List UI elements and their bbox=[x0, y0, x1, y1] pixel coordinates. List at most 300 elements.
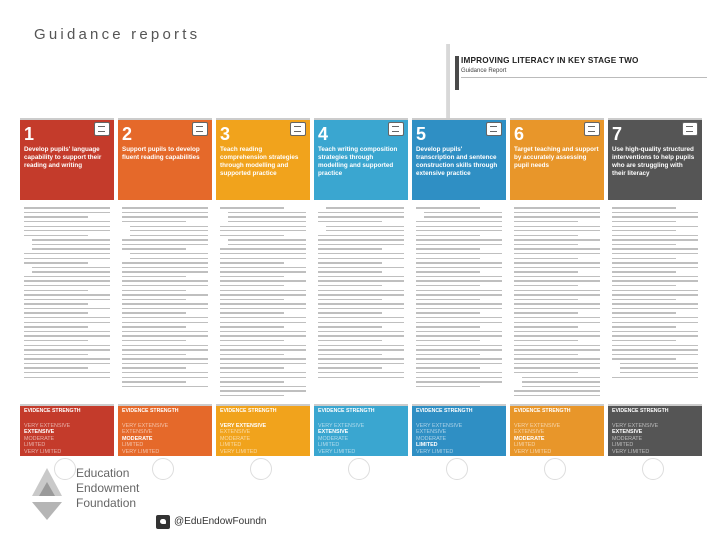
text-line bbox=[318, 322, 404, 323]
text-line bbox=[514, 312, 578, 313]
text-line bbox=[122, 317, 208, 318]
recommendation-body-text bbox=[216, 204, 310, 394]
text-line bbox=[612, 276, 698, 277]
text-line bbox=[612, 280, 698, 281]
text-line bbox=[122, 381, 186, 382]
text-line bbox=[24, 335, 110, 336]
text-line bbox=[220, 235, 284, 236]
text-line bbox=[24, 276, 110, 277]
text-line bbox=[522, 381, 600, 382]
text-line bbox=[130, 230, 208, 231]
text-line bbox=[318, 331, 404, 332]
text-line bbox=[122, 248, 186, 249]
text-line bbox=[514, 358, 600, 359]
text-line bbox=[514, 226, 600, 227]
evidence-level: VERY EXTENSIVE bbox=[220, 423, 267, 429]
text-line bbox=[612, 235, 698, 236]
text-line bbox=[416, 271, 480, 272]
text-line bbox=[326, 226, 404, 227]
text-line bbox=[416, 340, 480, 341]
text-line bbox=[130, 226, 208, 227]
text-line bbox=[416, 345, 502, 346]
text-line bbox=[416, 258, 480, 259]
evidence-level: VERY LIMITED bbox=[24, 448, 62, 455]
text-line bbox=[122, 303, 208, 304]
text-line bbox=[612, 248, 698, 249]
text-line bbox=[612, 377, 698, 378]
text-line bbox=[318, 235, 404, 236]
text-line bbox=[24, 290, 88, 291]
text-line bbox=[514, 349, 600, 350]
text-line bbox=[220, 303, 306, 304]
text-line bbox=[220, 226, 306, 227]
eef-line-2: Endowment bbox=[76, 481, 140, 495]
text-line bbox=[514, 290, 600, 291]
evidence-strength-panel bbox=[216, 404, 310, 456]
text-line bbox=[122, 299, 186, 300]
text-line bbox=[122, 276, 186, 277]
text-line bbox=[416, 312, 480, 313]
text-line bbox=[416, 326, 480, 327]
text-line bbox=[514, 354, 578, 355]
text-line bbox=[24, 340, 88, 341]
recommendation-column bbox=[216, 118, 310, 486]
text-line bbox=[24, 363, 110, 364]
text-line bbox=[318, 216, 404, 217]
text-line bbox=[24, 377, 110, 378]
text-line bbox=[514, 262, 600, 263]
text-line bbox=[514, 248, 600, 249]
text-line bbox=[318, 372, 404, 373]
text-line bbox=[130, 235, 208, 236]
evidence-level: VERY LIMITED bbox=[612, 448, 650, 455]
text-line bbox=[24, 367, 88, 368]
text-line bbox=[318, 258, 404, 259]
text-line bbox=[220, 367, 284, 368]
text-line bbox=[514, 276, 600, 277]
text-line bbox=[514, 271, 578, 272]
evidence-strength-panel bbox=[314, 404, 408, 456]
text-line bbox=[318, 312, 382, 313]
text-line bbox=[416, 239, 502, 240]
twitter-icon bbox=[156, 515, 170, 529]
text-line bbox=[24, 207, 110, 208]
text-line bbox=[122, 326, 186, 327]
text-line bbox=[228, 212, 306, 213]
text-line bbox=[514, 235, 578, 236]
evidence-strength-title: EVIDENCE STRENGTH bbox=[220, 408, 277, 414]
text-line bbox=[416, 221, 502, 222]
text-line bbox=[122, 239, 208, 240]
text-line bbox=[24, 358, 110, 359]
text-line bbox=[220, 280, 306, 281]
recommendation-number: 7 bbox=[612, 124, 623, 144]
text-line bbox=[220, 207, 284, 208]
text-line bbox=[416, 322, 502, 323]
text-line bbox=[416, 308, 502, 309]
text-line bbox=[318, 303, 404, 304]
text-line bbox=[122, 372, 208, 373]
text-line bbox=[522, 377, 600, 378]
text-line bbox=[122, 285, 208, 286]
cover-divider bbox=[461, 77, 707, 78]
text-line bbox=[24, 212, 110, 213]
text-line bbox=[612, 354, 698, 355]
twitter-handle[interactable]: @EduEndowFoundn bbox=[174, 516, 267, 527]
text-line bbox=[318, 271, 382, 272]
text-line bbox=[514, 299, 578, 300]
text-line bbox=[122, 290, 186, 291]
evidence-strength-title: EVIDENCE STRENGTH bbox=[318, 408, 375, 414]
text-line bbox=[514, 285, 578, 286]
text-line bbox=[318, 335, 404, 336]
text-line bbox=[220, 326, 284, 327]
recommendation-heading: Teach reading comprehension strategies through modelling and supported practice bbox=[220, 146, 299, 177]
text-line bbox=[522, 386, 600, 387]
text-line bbox=[24, 226, 110, 227]
evidence-level: EXTENSIVE bbox=[318, 429, 349, 436]
text-line bbox=[220, 372, 306, 373]
text-line bbox=[24, 216, 88, 217]
text-line bbox=[416, 276, 502, 277]
twitter-link[interactable] bbox=[156, 514, 276, 530]
text-line bbox=[318, 221, 382, 222]
text-line bbox=[122, 262, 208, 263]
evidence-level: LIMITED bbox=[122, 442, 144, 449]
recommendation-body-text bbox=[314, 204, 408, 394]
recommendation-heading: Support pupils to develop fluent reading capabilities bbox=[122, 146, 200, 161]
eef-line-1: Education bbox=[76, 466, 130, 480]
text-line bbox=[612, 322, 698, 323]
recommendation-heading: Develop pupils' transcription and sentence construction skills through extensive practice bbox=[416, 146, 498, 177]
text-line bbox=[514, 345, 600, 346]
text-line bbox=[122, 280, 208, 281]
text-line bbox=[318, 248, 382, 249]
recommendation-number: 4 bbox=[318, 124, 329, 144]
text-line bbox=[416, 317, 502, 318]
text-line bbox=[416, 294, 502, 295]
text-line bbox=[514, 207, 600, 208]
evidence-strength-panel bbox=[510, 404, 604, 456]
recommendation-body-text bbox=[412, 204, 506, 394]
recommendation-heading: Use high-quality structured interventions to help pupils who are struggling with their literacy bbox=[612, 146, 695, 177]
text-line bbox=[514, 308, 600, 309]
pencil-icon bbox=[486, 122, 502, 136]
evidence-strength-title: EVIDENCE STRENGTH bbox=[24, 408, 81, 414]
text-line bbox=[220, 390, 306, 391]
text-line bbox=[24, 258, 110, 259]
text-line bbox=[220, 331, 306, 332]
text-line bbox=[514, 390, 600, 391]
text-line bbox=[612, 345, 698, 346]
text-line bbox=[220, 285, 284, 286]
text-line bbox=[122, 221, 186, 222]
evidence-level: EXTENSIVE bbox=[220, 429, 251, 436]
evidence-level: VERY LIMITED bbox=[122, 448, 160, 455]
text-line bbox=[220, 262, 284, 263]
text-line bbox=[220, 258, 306, 259]
text-line bbox=[220, 381, 284, 382]
recommendation-body-text bbox=[20, 204, 114, 394]
text-line bbox=[220, 354, 284, 355]
eef-logo-icon bbox=[30, 466, 64, 522]
text-line bbox=[318, 326, 382, 327]
recommendation-number: 5 bbox=[416, 124, 427, 144]
text-line bbox=[24, 303, 88, 304]
text-line bbox=[514, 326, 578, 327]
text-line bbox=[612, 290, 698, 291]
text-line bbox=[612, 212, 698, 213]
text-line bbox=[416, 235, 480, 236]
text-line bbox=[514, 331, 600, 332]
text-line bbox=[220, 358, 306, 359]
text-line bbox=[416, 303, 502, 304]
recommendation-number: 6 bbox=[514, 124, 525, 144]
text-line bbox=[514, 258, 578, 259]
text-line bbox=[220, 363, 306, 364]
text-line bbox=[612, 326, 676, 327]
text-line bbox=[416, 372, 502, 373]
text-line bbox=[122, 377, 208, 378]
text-line bbox=[24, 280, 110, 281]
recommendation-header bbox=[608, 118, 702, 200]
text-line bbox=[318, 345, 404, 346]
text-line bbox=[612, 285, 676, 286]
text-line bbox=[514, 294, 600, 295]
eef-line-3: Foundation bbox=[76, 496, 137, 510]
text-line bbox=[220, 345, 306, 346]
text-line bbox=[326, 230, 404, 231]
recommendation-header bbox=[20, 118, 114, 200]
recommendation-number: 3 bbox=[220, 124, 231, 144]
text-line bbox=[122, 349, 208, 350]
page-badge-icon bbox=[348, 458, 370, 480]
text-line bbox=[220, 299, 284, 300]
text-line bbox=[24, 372, 110, 373]
text-line bbox=[130, 253, 208, 254]
text-line bbox=[24, 294, 110, 295]
text-line bbox=[514, 363, 600, 364]
text-line bbox=[318, 349, 404, 350]
text-line bbox=[318, 354, 382, 355]
page-badge-icon bbox=[544, 458, 566, 480]
text-line bbox=[24, 322, 110, 323]
text-line bbox=[32, 271, 110, 272]
text-line bbox=[416, 363, 502, 364]
evidence-level: MODERATE bbox=[122, 435, 153, 442]
text-line bbox=[318, 317, 404, 318]
text-line bbox=[318, 212, 404, 213]
evidence-level: VERY EXTENSIVE bbox=[514, 423, 561, 429]
cover-subtitle: Guidance Report bbox=[461, 68, 507, 74]
text-line bbox=[32, 239, 110, 240]
evidence-strength-panel bbox=[20, 404, 114, 456]
speech-icon bbox=[94, 122, 110, 136]
evidence-level: LIMITED bbox=[416, 442, 438, 449]
text-line bbox=[220, 294, 306, 295]
text-line bbox=[416, 244, 502, 245]
text-line bbox=[24, 326, 88, 327]
text-line bbox=[620, 372, 698, 373]
text-line bbox=[122, 207, 208, 208]
text-line bbox=[416, 262, 502, 263]
eef-wordmark bbox=[76, 466, 139, 511]
text-line bbox=[514, 280, 600, 281]
text-line bbox=[318, 262, 382, 263]
text-line bbox=[24, 230, 110, 231]
text-line bbox=[122, 294, 208, 295]
evidence-level: EXTENSIVE bbox=[514, 429, 545, 436]
text-line bbox=[220, 230, 306, 231]
text-line bbox=[122, 244, 208, 245]
text-line bbox=[612, 267, 698, 268]
text-line bbox=[122, 354, 186, 355]
text-line bbox=[612, 221, 676, 222]
text-line bbox=[612, 303, 698, 304]
text-line bbox=[220, 322, 306, 323]
text-line bbox=[220, 377, 306, 378]
evidence-strength-panel bbox=[118, 404, 212, 456]
text-line bbox=[612, 331, 698, 332]
chart-icon bbox=[584, 122, 600, 136]
recommendation-column bbox=[412, 118, 506, 486]
evidence-level: EXTENSIVE bbox=[24, 429, 55, 436]
text-line bbox=[612, 312, 676, 313]
text-line bbox=[122, 358, 208, 359]
text-line bbox=[416, 285, 480, 286]
evidence-level: LIMITED bbox=[318, 442, 340, 449]
text-line bbox=[318, 244, 404, 245]
recommendation-body-text bbox=[118, 204, 212, 394]
evidence-level: EXTENSIVE bbox=[416, 429, 447, 436]
text-line bbox=[416, 335, 502, 336]
text-line bbox=[220, 312, 284, 313]
evidence-level: VERY LIMITED bbox=[318, 448, 356, 455]
text-line bbox=[24, 262, 88, 263]
recommendation-column bbox=[314, 118, 408, 486]
text-line bbox=[612, 349, 698, 350]
text-line bbox=[228, 216, 306, 217]
text-line bbox=[318, 377, 404, 378]
people-icon bbox=[682, 122, 698, 136]
text-line bbox=[514, 230, 600, 231]
text-line bbox=[514, 335, 600, 336]
text-line bbox=[620, 367, 698, 368]
text-line bbox=[318, 267, 404, 268]
text-line bbox=[612, 271, 676, 272]
text-line bbox=[24, 354, 88, 355]
text-line bbox=[122, 363, 208, 364]
evidence-level: MODERATE bbox=[220, 435, 251, 442]
recommendation-heading: Teach writing composition strategies through modelling and supported practice bbox=[318, 146, 398, 177]
text-line bbox=[24, 253, 110, 254]
text-line bbox=[122, 340, 186, 341]
text-line bbox=[416, 367, 480, 368]
text-line bbox=[318, 358, 404, 359]
recommendation-column bbox=[20, 118, 114, 486]
text-line bbox=[24, 349, 110, 350]
cover-accent bbox=[455, 56, 459, 90]
text-line bbox=[32, 248, 110, 249]
text-line bbox=[514, 317, 600, 318]
text-line bbox=[122, 331, 208, 332]
evidence-level: LIMITED bbox=[514, 442, 536, 449]
recommendation-header bbox=[412, 118, 506, 200]
text-line bbox=[612, 244, 676, 245]
text-line bbox=[514, 212, 600, 213]
text-line bbox=[416, 248, 480, 249]
text-line bbox=[122, 345, 208, 346]
text-line bbox=[220, 395, 284, 396]
text-line bbox=[514, 303, 600, 304]
evidence-level: VERY EXTENSIVE bbox=[416, 423, 463, 429]
text-line bbox=[612, 226, 698, 227]
text-line bbox=[416, 386, 480, 387]
text-line bbox=[220, 253, 306, 254]
text-line bbox=[416, 290, 502, 291]
text-line bbox=[612, 262, 698, 263]
evidence-level: MODERATE bbox=[24, 435, 55, 442]
evidence-level: LIMITED bbox=[24, 442, 46, 449]
recommendation-column bbox=[118, 118, 212, 486]
evidence-strength-title: EVIDENCE STRENGTH bbox=[612, 408, 669, 414]
evidence-level: LIMITED bbox=[220, 442, 242, 449]
text-line bbox=[130, 258, 208, 259]
text-line bbox=[24, 299, 110, 300]
text-line bbox=[122, 271, 208, 272]
page-badge-icon bbox=[446, 458, 468, 480]
text-line bbox=[514, 216, 600, 217]
evidence-strength-panel bbox=[412, 404, 506, 456]
text-line bbox=[326, 207, 404, 208]
text-line bbox=[122, 322, 208, 323]
text-line bbox=[620, 363, 698, 364]
evidence-level: MODERATE bbox=[318, 435, 349, 442]
text-line bbox=[32, 244, 110, 245]
text-line bbox=[514, 253, 600, 254]
text-line bbox=[122, 386, 208, 387]
book-icon bbox=[192, 122, 208, 136]
evidence-level: MODERATE bbox=[514, 435, 545, 442]
text-line bbox=[612, 358, 676, 359]
text-line bbox=[318, 285, 382, 286]
text-line bbox=[416, 354, 480, 355]
text-line bbox=[24, 235, 88, 236]
text-line bbox=[416, 267, 502, 268]
recommendation-header bbox=[314, 118, 408, 200]
text-line bbox=[24, 312, 88, 313]
recommendation-body-text bbox=[608, 204, 702, 394]
pencil-icon bbox=[388, 122, 404, 136]
evidence-level: VERY LIMITED bbox=[220, 448, 258, 455]
text-line bbox=[318, 340, 382, 341]
text-line bbox=[228, 244, 306, 245]
text-line bbox=[514, 367, 600, 368]
recommendation-header bbox=[510, 118, 604, 200]
text-line bbox=[416, 377, 502, 378]
evidence-level: MODERATE bbox=[612, 435, 643, 442]
text-line bbox=[122, 216, 208, 217]
text-line bbox=[416, 207, 480, 208]
text-line bbox=[612, 230, 676, 231]
text-line bbox=[416, 280, 502, 281]
text-line bbox=[514, 244, 578, 245]
text-line bbox=[318, 239, 404, 240]
recommendation-heading: Develop pupils' language capability to support their reading and writing bbox=[24, 146, 102, 169]
evidence-level: LIMITED bbox=[612, 442, 634, 449]
text-line bbox=[122, 267, 208, 268]
text-line bbox=[220, 340, 284, 341]
